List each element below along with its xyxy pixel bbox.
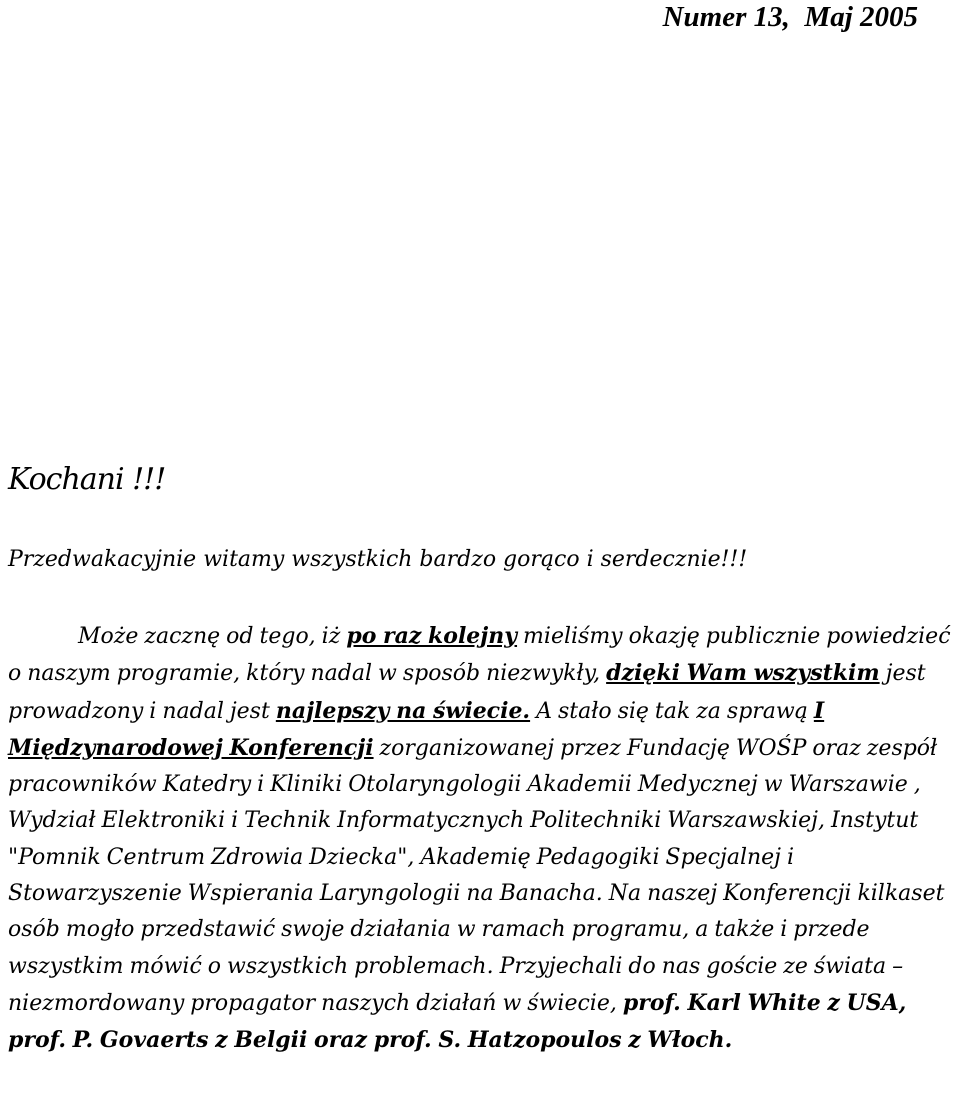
greeting-heading: Kochani !!! — [8, 462, 166, 497]
issue-number: Numer 13, — [662, 1, 790, 33]
phrase-konferencja: I Międzynarodowej Konferencji — [8, 697, 825, 761]
paragraph-part-9: zorganizowanej przez Fundację WOŚP oraz zespół pracowników Katedry i Kliniki Otolaryngologii Akademii Medycznej w Warszawie , Wydział Elektroniki i Technik Informatycznych Politechniki Warszawskiej, Instytut "Pomnik Centrum Zdrowia Dziecka", Akademię Pedagogiki Specjalnej i Stowarzyszenie Wspierania Laryngologii na Banacha. Na naszej Konferencji kilkaset osób mogło przedstawić swoje działania w ramach programu, a także i przede wszystkim mówić o wszystkich problemach. Przyjechali do nas goście ze świata – niezmordowany propagator naszych działań w świecie, — [8, 735, 945, 1016]
phrase-dzieki-wam: dzięki Wam wszystkim — [606, 660, 880, 687]
paragraph-part-5: jest prowadzony i nadal jest — [8, 661, 926, 724]
paragraph-part-3: mieliśmy okazję publicznie powiedzieć o naszym programie, który nadal w sposób niezwykły, — [8, 624, 951, 687]
welcome-line: Przedwakacyjnie witamy wszystkich bardzo gorąco i serdecznie!!! — [8, 547, 748, 572]
main-paragraph — [8, 618, 958, 1060]
paragraph-part-7: A stało się tak za sprawą — [530, 698, 808, 724]
paragraph-part-1: Może zacznę od tego, iż — [78, 624, 341, 649]
issue-header — [663, 0, 918, 34]
phrase-po-raz-kolejny: po raz kolejny — [346, 623, 518, 649]
issue-date: Maj 2005 — [804, 1, 918, 33]
phrase-najlepszy: najlepszy na świecie. — [275, 697, 531, 724]
phrase-guests: prof. Karl White z USA, prof. P. Govaerts z Belgii oraz prof. S. Hatzopoulos z Włoch. — [8, 989, 907, 1054]
